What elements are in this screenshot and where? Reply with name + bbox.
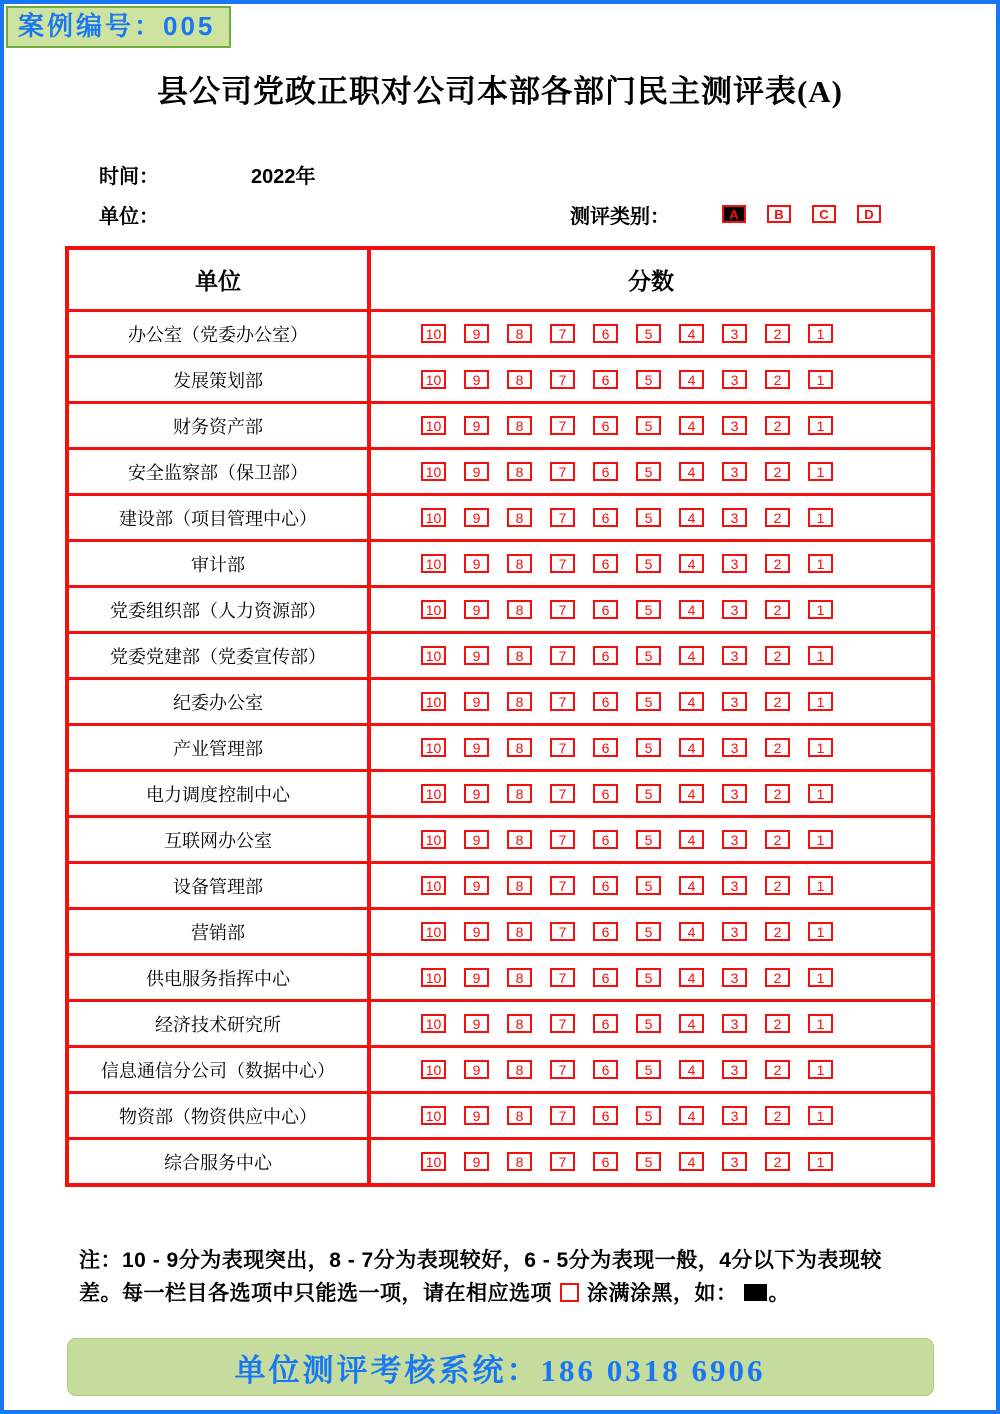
category-checkbox-d[interactable]: D bbox=[857, 205, 881, 223]
score-checkbox-1[interactable]: 1 bbox=[808, 600, 833, 619]
score-boxes bbox=[371, 692, 833, 711]
score-checkbox-4[interactable]: 4 bbox=[679, 462, 704, 481]
score-checkbox-6[interactable]: 6 bbox=[593, 462, 618, 481]
score-checkbox-3[interactable]: 3 bbox=[722, 554, 747, 573]
score-checkbox-5[interactable]: 5 bbox=[636, 508, 661, 527]
score-checkbox-4[interactable]: 4 bbox=[679, 370, 704, 389]
table-row bbox=[69, 1091, 931, 1137]
score-checkbox-9[interactable]: 9 bbox=[464, 830, 489, 849]
score-checkbox-5[interactable]: 5 bbox=[636, 1152, 661, 1171]
score-checkbox-5[interactable]: 5 bbox=[636, 922, 661, 941]
table-body bbox=[69, 309, 931, 1183]
department-name: 安全监察部（保卫部） bbox=[69, 450, 371, 493]
score-checkbox-3[interactable]: 3 bbox=[722, 692, 747, 711]
score-checkbox-10[interactable]: 10 bbox=[421, 646, 446, 665]
score-checkbox-4[interactable]: 4 bbox=[679, 600, 704, 619]
table-row bbox=[69, 907, 931, 953]
score-boxes bbox=[371, 1014, 833, 1033]
score-checkbox-5[interactable]: 5 bbox=[636, 830, 661, 849]
column-header-score: 分数 bbox=[628, 268, 674, 294]
department-name: 互联网办公室 bbox=[69, 818, 371, 861]
score-checkbox-7[interactable]: 7 bbox=[550, 370, 575, 389]
table-row bbox=[69, 677, 931, 723]
score-checkbox-5[interactable]: 5 bbox=[636, 1106, 661, 1125]
score-checkbox-2[interactable]: 2 bbox=[765, 416, 790, 435]
score-checkbox-5[interactable]: 5 bbox=[636, 370, 661, 389]
score-checkbox-2[interactable]: 2 bbox=[765, 1152, 790, 1171]
score-options-cell bbox=[371, 542, 931, 585]
score-checkbox-7[interactable]: 7 bbox=[550, 876, 575, 895]
score-checkbox-4[interactable]: 4 bbox=[679, 1152, 704, 1171]
score-checkbox-5[interactable]: 5 bbox=[636, 692, 661, 711]
score-checkbox-9[interactable]: 9 bbox=[464, 738, 489, 757]
score-checkbox-5[interactable]: 5 bbox=[636, 324, 661, 343]
category-checkbox-a[interactable]: A bbox=[722, 205, 746, 223]
score-checkbox-9[interactable]: 9 bbox=[464, 876, 489, 895]
score-checkbox-1[interactable]: 1 bbox=[808, 692, 833, 711]
score-checkbox-5[interactable]: 5 bbox=[636, 968, 661, 987]
department-name: 纪委办公室 bbox=[69, 680, 371, 723]
score-checkbox-4[interactable]: 4 bbox=[679, 416, 704, 435]
score-checkbox-8[interactable]: 8 bbox=[507, 1106, 532, 1125]
score-checkbox-6[interactable]: 6 bbox=[593, 370, 618, 389]
score-checkbox-10[interactable]: 10 bbox=[421, 554, 446, 573]
score-checkbox-6[interactable]: 6 bbox=[593, 968, 618, 987]
score-checkbox-9[interactable]: 9 bbox=[464, 508, 489, 527]
score-checkbox-7[interactable]: 7 bbox=[550, 508, 575, 527]
category-checkbox-c[interactable]: C bbox=[812, 205, 836, 223]
department-name: 财务资产部 bbox=[69, 404, 371, 447]
score-checkbox-10[interactable]: 10 bbox=[421, 416, 446, 435]
score-boxes bbox=[371, 968, 833, 987]
score-checkbox-9[interactable]: 9 bbox=[464, 646, 489, 665]
score-checkbox-6[interactable]: 6 bbox=[593, 508, 618, 527]
score-checkbox-1[interactable]: 1 bbox=[808, 324, 833, 343]
score-checkbox-7[interactable]: 7 bbox=[550, 462, 575, 481]
score-checkbox-3[interactable]: 3 bbox=[722, 416, 747, 435]
score-checkbox-7[interactable]: 7 bbox=[550, 1152, 575, 1171]
score-checkbox-3[interactable]: 3 bbox=[722, 462, 747, 481]
score-checkbox-7[interactable]: 7 bbox=[550, 646, 575, 665]
score-checkbox-7[interactable]: 7 bbox=[550, 416, 575, 435]
score-checkbox-10[interactable]: 10 bbox=[421, 508, 446, 527]
score-checkbox-9[interactable]: 9 bbox=[464, 370, 489, 389]
score-boxes bbox=[371, 554, 833, 573]
category-checkbox-b[interactable]: B bbox=[767, 205, 791, 223]
score-checkbox-4[interactable]: 4 bbox=[679, 830, 704, 849]
category-boxes bbox=[722, 205, 881, 223]
score-boxes bbox=[371, 324, 833, 343]
score-checkbox-2[interactable]: 2 bbox=[765, 370, 790, 389]
unit-label: 单位： bbox=[99, 205, 159, 228]
score-checkbox-6[interactable]: 6 bbox=[593, 1152, 618, 1171]
time-row bbox=[99, 159, 931, 189]
score-checkbox-10[interactable]: 10 bbox=[421, 462, 446, 481]
score-checkbox-8[interactable]: 8 bbox=[507, 738, 532, 757]
score-checkbox-10[interactable]: 10 bbox=[421, 968, 446, 987]
department-name: 办公室（党委办公室） bbox=[69, 312, 371, 355]
score-checkbox-8[interactable]: 8 bbox=[507, 462, 532, 481]
table-row bbox=[69, 769, 931, 815]
department-name: 经济技术研究所 bbox=[69, 1002, 371, 1045]
score-checkbox-10[interactable]: 10 bbox=[421, 1152, 446, 1171]
score-checkbox-5[interactable]: 5 bbox=[636, 600, 661, 619]
score-checkbox-2[interactable]: 2 bbox=[765, 968, 790, 987]
table-row bbox=[69, 631, 931, 677]
score-boxes bbox=[371, 922, 833, 941]
table-row bbox=[69, 585, 931, 631]
score-checkbox-10[interactable]: 10 bbox=[421, 1014, 446, 1033]
score-options-cell bbox=[371, 404, 931, 447]
score-checkbox-6[interactable]: 6 bbox=[593, 1106, 618, 1125]
score-boxes bbox=[371, 784, 833, 803]
score-checkbox-8[interactable]: 8 bbox=[507, 968, 532, 987]
score-boxes bbox=[371, 738, 833, 757]
score-options-cell bbox=[371, 818, 931, 861]
score-checkbox-8[interactable]: 8 bbox=[507, 876, 532, 895]
score-checkbox-7[interactable]: 7 bbox=[550, 922, 575, 941]
table-row bbox=[69, 493, 931, 539]
score-checkbox-4[interactable]: 4 bbox=[679, 1014, 704, 1033]
score-checkbox-2[interactable]: 2 bbox=[765, 922, 790, 941]
note-part3: 。 bbox=[768, 1281, 790, 1305]
score-checkbox-2[interactable]: 2 bbox=[765, 876, 790, 895]
score-checkbox-9[interactable]: 9 bbox=[464, 462, 489, 481]
score-checkbox-4[interactable]: 4 bbox=[679, 784, 704, 803]
score-checkbox-8[interactable]: 8 bbox=[507, 1060, 532, 1079]
score-checkbox-7[interactable]: 7 bbox=[550, 600, 575, 619]
score-checkbox-9[interactable]: 9 bbox=[464, 554, 489, 573]
department-name: 审计部 bbox=[69, 542, 371, 585]
score-checkbox-4[interactable]: 4 bbox=[679, 554, 704, 573]
score-checkbox-3[interactable]: 3 bbox=[722, 784, 747, 803]
score-checkbox-5[interactable]: 5 bbox=[636, 646, 661, 665]
score-checkbox-4[interactable]: 4 bbox=[679, 738, 704, 757]
score-checkbox-8[interactable]: 8 bbox=[507, 1152, 532, 1171]
department-name: 物资部（物资供应中心） bbox=[69, 1094, 371, 1137]
score-checkbox-9[interactable]: 9 bbox=[464, 416, 489, 435]
score-checkbox-9[interactable]: 9 bbox=[464, 922, 489, 941]
department-name: 建设部（项目管理中心） bbox=[69, 496, 371, 539]
score-checkbox-9[interactable]: 9 bbox=[464, 1014, 489, 1033]
score-checkbox-2[interactable]: 2 bbox=[765, 692, 790, 711]
score-checkbox-7[interactable]: 7 bbox=[550, 784, 575, 803]
score-options-cell bbox=[371, 1094, 931, 1137]
score-boxes bbox=[371, 508, 833, 527]
department-name: 发展策划部 bbox=[69, 358, 371, 401]
score-checkbox-1[interactable]: 1 bbox=[808, 876, 833, 895]
score-checkbox-2[interactable]: 2 bbox=[765, 1014, 790, 1033]
score-checkbox-4[interactable]: 4 bbox=[679, 922, 704, 941]
score-checkbox-6[interactable]: 6 bbox=[593, 324, 618, 343]
score-checkbox-7[interactable]: 7 bbox=[550, 738, 575, 757]
score-checkbox-9[interactable]: 9 bbox=[464, 600, 489, 619]
scoring-note bbox=[79, 1245, 918, 1310]
score-checkbox-10[interactable]: 10 bbox=[421, 922, 446, 941]
category-label: 测评类别： bbox=[570, 205, 670, 228]
score-options-cell bbox=[371, 450, 931, 493]
department-name: 信息通信分公司（数据中心） bbox=[69, 1048, 371, 1091]
score-checkbox-3[interactable]: 3 bbox=[722, 1014, 747, 1033]
score-checkbox-6[interactable]: 6 bbox=[593, 830, 618, 849]
score-checkbox-2[interactable]: 2 bbox=[765, 830, 790, 849]
score-checkbox-5[interactable]: 5 bbox=[636, 554, 661, 573]
score-checkbox-1[interactable]: 1 bbox=[808, 1152, 833, 1171]
score-checkbox-10[interactable]: 10 bbox=[421, 1060, 446, 1079]
score-options-cell bbox=[371, 312, 931, 355]
score-checkbox-2[interactable]: 2 bbox=[765, 324, 790, 343]
score-checkbox-6[interactable]: 6 bbox=[593, 876, 618, 895]
score-checkbox-9[interactable]: 9 bbox=[464, 784, 489, 803]
score-checkbox-9[interactable]: 9 bbox=[464, 324, 489, 343]
score-checkbox-8[interactable]: 8 bbox=[507, 554, 532, 573]
score-boxes bbox=[371, 646, 833, 665]
score-checkbox-6[interactable]: 6 bbox=[593, 1014, 618, 1033]
score-checkbox-3[interactable]: 3 bbox=[722, 1060, 747, 1079]
score-options-cell bbox=[371, 588, 931, 631]
unit-row bbox=[99, 199, 931, 229]
score-checkbox-1[interactable]: 1 bbox=[808, 922, 833, 941]
score-checkbox-8[interactable]: 8 bbox=[507, 370, 532, 389]
table-row bbox=[69, 309, 931, 355]
score-checkbox-10[interactable]: 10 bbox=[421, 370, 446, 389]
score-checkbox-10[interactable]: 10 bbox=[421, 784, 446, 803]
score-checkbox-3[interactable]: 3 bbox=[722, 738, 747, 757]
score-checkbox-4[interactable]: 4 bbox=[679, 646, 704, 665]
filled-checkbox-icon bbox=[744, 1284, 767, 1301]
meta-section bbox=[99, 159, 931, 229]
score-checkbox-4[interactable]: 4 bbox=[679, 876, 704, 895]
score-options-cell bbox=[371, 772, 931, 815]
score-checkbox-1[interactable]: 1 bbox=[808, 830, 833, 849]
category-group bbox=[570, 200, 923, 229]
score-checkbox-2[interactable]: 2 bbox=[765, 646, 790, 665]
score-checkbox-3[interactable]: 3 bbox=[722, 1106, 747, 1125]
department-name: 产业管理部 bbox=[69, 726, 371, 769]
score-checkbox-3[interactable]: 3 bbox=[722, 1152, 747, 1171]
score-options-cell bbox=[371, 1002, 931, 1045]
score-boxes bbox=[371, 1060, 833, 1079]
score-checkbox-2[interactable]: 2 bbox=[765, 784, 790, 803]
score-boxes bbox=[371, 1106, 833, 1125]
score-boxes bbox=[371, 416, 833, 435]
department-name: 党委党建部（党委宣传部） bbox=[69, 634, 371, 677]
score-checkbox-10[interactable]: 10 bbox=[421, 830, 446, 849]
score-checkbox-8[interactable]: 8 bbox=[507, 922, 532, 941]
score-checkbox-4[interactable]: 4 bbox=[679, 692, 704, 711]
score-options-cell bbox=[371, 910, 931, 953]
score-options-cell bbox=[371, 726, 931, 769]
score-checkbox-10[interactable]: 10 bbox=[421, 600, 446, 619]
score-boxes bbox=[371, 370, 833, 389]
score-checkbox-7[interactable]: 7 bbox=[550, 554, 575, 573]
score-checkbox-4[interactable]: 4 bbox=[679, 1060, 704, 1079]
score-checkbox-1[interactable]: 1 bbox=[808, 968, 833, 987]
score-checkbox-6[interactable]: 6 bbox=[593, 692, 618, 711]
score-checkbox-6[interactable]: 6 bbox=[593, 784, 618, 803]
department-name: 供电服务指挥中心 bbox=[69, 956, 371, 999]
score-checkbox-7[interactable]: 7 bbox=[550, 1014, 575, 1033]
score-checkbox-3[interactable]: 3 bbox=[722, 830, 747, 849]
time-label: 时间： bbox=[99, 165, 159, 188]
score-checkbox-5[interactable]: 5 bbox=[636, 1014, 661, 1033]
score-checkbox-3[interactable]: 3 bbox=[722, 646, 747, 665]
score-checkbox-8[interactable]: 8 bbox=[507, 692, 532, 711]
score-checkbox-4[interactable]: 4 bbox=[679, 1106, 704, 1125]
table-row bbox=[69, 723, 931, 769]
score-checkbox-2[interactable]: 2 bbox=[765, 1060, 790, 1079]
table-header-row bbox=[69, 250, 931, 309]
score-checkbox-8[interactable]: 8 bbox=[507, 508, 532, 527]
score-checkbox-10[interactable]: 10 bbox=[421, 692, 446, 711]
case-number-badge: 案例编号：005 bbox=[6, 6, 231, 48]
score-checkbox-2[interactable]: 2 bbox=[765, 554, 790, 573]
department-name: 营销部 bbox=[69, 910, 371, 953]
table-row bbox=[69, 861, 931, 907]
score-options-cell bbox=[371, 1140, 931, 1183]
score-checkbox-5[interactable]: 5 bbox=[636, 462, 661, 481]
score-checkbox-6[interactable]: 6 bbox=[593, 1060, 618, 1079]
page-title: 县公司党政正职对公司本部各部门民主测评表(A) bbox=[156, 74, 844, 109]
table-row bbox=[69, 539, 931, 585]
score-checkbox-8[interactable]: 8 bbox=[507, 784, 532, 803]
score-checkbox-1[interactable]: 1 bbox=[808, 1014, 833, 1033]
score-checkbox-7[interactable]: 7 bbox=[550, 1060, 575, 1079]
score-boxes bbox=[371, 830, 833, 849]
score-checkbox-2[interactable]: 2 bbox=[765, 600, 790, 619]
score-checkbox-1[interactable]: 1 bbox=[808, 462, 833, 481]
score-checkbox-3[interactable]: 3 bbox=[722, 508, 747, 527]
system-footer-banner: 单位测评考核系统：186 0318 6906 bbox=[67, 1338, 934, 1396]
column-header-unit: 单位 bbox=[69, 250, 371, 309]
score-checkbox-2[interactable]: 2 bbox=[765, 508, 790, 527]
department-name: 党委组织部（人力资源部） bbox=[69, 588, 371, 631]
score-checkbox-7[interactable]: 7 bbox=[550, 324, 575, 343]
score-options-cell bbox=[371, 358, 931, 401]
score-boxes bbox=[371, 462, 833, 481]
score-checkbox-9[interactable]: 9 bbox=[464, 1152, 489, 1171]
score-checkbox-7[interactable]: 7 bbox=[550, 968, 575, 987]
score-options-cell bbox=[371, 680, 931, 723]
score-options-cell bbox=[371, 864, 931, 907]
time-value: 2022年 bbox=[251, 165, 316, 188]
score-checkbox-1[interactable]: 1 bbox=[808, 784, 833, 803]
score-checkbox-6[interactable]: 6 bbox=[593, 554, 618, 573]
score-checkbox-3[interactable]: 3 bbox=[722, 876, 747, 895]
score-checkbox-1[interactable]: 1 bbox=[808, 738, 833, 757]
empty-checkbox-icon bbox=[560, 1283, 579, 1302]
score-boxes bbox=[371, 1152, 833, 1171]
score-checkbox-9[interactable]: 9 bbox=[464, 968, 489, 987]
score-checkbox-6[interactable]: 6 bbox=[593, 416, 618, 435]
score-checkbox-10[interactable]: 10 bbox=[421, 876, 446, 895]
score-checkbox-6[interactable]: 6 bbox=[593, 738, 618, 757]
score-checkbox-6[interactable]: 6 bbox=[593, 646, 618, 665]
score-checkbox-5[interactable]: 5 bbox=[636, 416, 661, 435]
note-part1: 注：10 - 9分为表现突出，8 - 7分为表现较好，6 - 5分为表现一般，4分以下为表现较差。每一栏目各选项中只能选一项，请在相应选项 bbox=[79, 1249, 882, 1305]
score-checkbox-10[interactable]: 10 bbox=[421, 738, 446, 757]
score-checkbox-7[interactable]: 7 bbox=[550, 830, 575, 849]
score-options-cell bbox=[371, 1048, 931, 1091]
score-checkbox-8[interactable]: 8 bbox=[507, 830, 532, 849]
score-checkbox-1[interactable]: 1 bbox=[808, 646, 833, 665]
table-row bbox=[69, 815, 931, 861]
score-checkbox-8[interactable]: 8 bbox=[507, 646, 532, 665]
department-name: 电力调度控制中心 bbox=[69, 772, 371, 815]
score-checkbox-2[interactable]: 2 bbox=[765, 738, 790, 757]
department-name: 综合服务中心 bbox=[69, 1140, 371, 1183]
score-checkbox-6[interactable]: 6 bbox=[593, 600, 618, 619]
score-checkbox-5[interactable]: 5 bbox=[636, 784, 661, 803]
score-checkbox-1[interactable]: 1 bbox=[808, 554, 833, 573]
score-checkbox-8[interactable]: 8 bbox=[507, 324, 532, 343]
table-row bbox=[69, 447, 931, 493]
note-part2: 涂满涂黑，如： bbox=[587, 1281, 738, 1305]
score-checkbox-1[interactable]: 1 bbox=[808, 416, 833, 435]
score-checkbox-9[interactable]: 9 bbox=[464, 1106, 489, 1125]
score-options-cell bbox=[371, 634, 931, 677]
score-checkbox-9[interactable]: 9 bbox=[464, 692, 489, 711]
score-checkbox-4[interactable]: 4 bbox=[679, 968, 704, 987]
table-row bbox=[69, 999, 931, 1045]
table-row bbox=[69, 953, 931, 999]
score-checkbox-9[interactable]: 9 bbox=[464, 1060, 489, 1079]
score-boxes bbox=[371, 600, 833, 619]
score-checkbox-1[interactable]: 1 bbox=[808, 370, 833, 389]
score-checkbox-1[interactable]: 1 bbox=[808, 1106, 833, 1125]
score-checkbox-3[interactable]: 3 bbox=[722, 324, 747, 343]
score-checkbox-2[interactable]: 2 bbox=[765, 462, 790, 481]
score-checkbox-3[interactable]: 3 bbox=[722, 922, 747, 941]
score-checkbox-8[interactable]: 8 bbox=[507, 1014, 532, 1033]
table-row bbox=[69, 1137, 931, 1183]
score-checkbox-1[interactable]: 1 bbox=[808, 508, 833, 527]
score-checkbox-5[interactable]: 5 bbox=[636, 1060, 661, 1079]
score-checkbox-5[interactable]: 5 bbox=[636, 738, 661, 757]
score-checkbox-6[interactable]: 6 bbox=[593, 922, 618, 941]
table-row bbox=[69, 401, 931, 447]
score-checkbox-8[interactable]: 8 bbox=[507, 600, 532, 619]
score-checkbox-3[interactable]: 3 bbox=[722, 370, 747, 389]
evaluation-table bbox=[65, 246, 935, 1187]
score-checkbox-2[interactable]: 2 bbox=[765, 1106, 790, 1125]
score-options-cell bbox=[371, 956, 931, 999]
department-name: 设备管理部 bbox=[69, 864, 371, 907]
table-row bbox=[69, 355, 931, 401]
score-checkbox-4[interactable]: 4 bbox=[679, 324, 704, 343]
score-checkbox-4[interactable]: 4 bbox=[679, 508, 704, 527]
score-checkbox-3[interactable]: 3 bbox=[722, 600, 747, 619]
table-row bbox=[69, 1045, 931, 1091]
score-checkbox-10[interactable]: 10 bbox=[421, 324, 446, 343]
score-boxes bbox=[371, 876, 833, 895]
score-checkbox-8[interactable]: 8 bbox=[507, 416, 532, 435]
score-checkbox-1[interactable]: 1 bbox=[808, 1060, 833, 1079]
score-checkbox-5[interactable]: 5 bbox=[636, 876, 661, 895]
score-checkbox-7[interactable]: 7 bbox=[550, 692, 575, 711]
score-options-cell bbox=[371, 496, 931, 539]
score-checkbox-7[interactable]: 7 bbox=[550, 1106, 575, 1125]
score-checkbox-10[interactable]: 10 bbox=[421, 1106, 446, 1125]
score-checkbox-3[interactable]: 3 bbox=[722, 968, 747, 987]
